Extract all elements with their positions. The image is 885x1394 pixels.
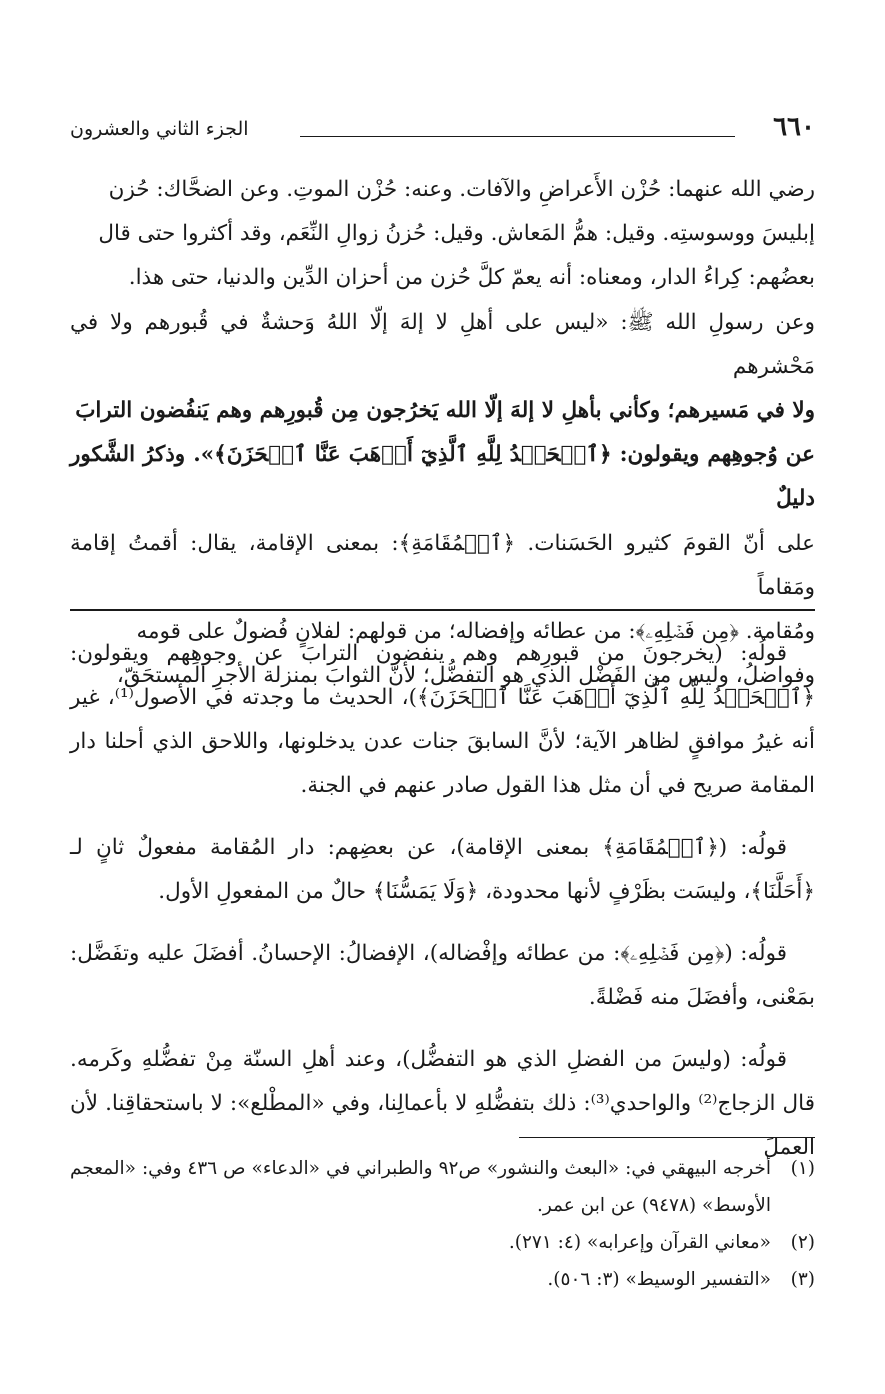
commentary-paragraph: قولُه: (﴿مِن فَضۡلِهِۦ﴾: من عطائه وإفْضاله)، الإفضالُ: الإحسانُ. أفضَلَ عليه وتفَضَّل: بمَعْنى، وأفضَلَ منه فَضْلةً. [70,941,815,1010]
footnote-text: «معاني القرآن وإعرابه» (٤: ٢٧١). [508,1232,771,1253]
running-title: الجزء الثاني والعشرون [70,118,249,140]
footnote-number: (٣) [790,1269,815,1290]
main-text-line: ولا في مَسيرهم؛ وكأني بأهلِ لا إلهَ إلّا الله يَخرُجون مِن قُبورِهم وهم يَنفُضون الترابَ [75,398,815,424]
footnote-number: (١) [790,1158,815,1179]
commentary-paragraph: قولُه: (﴿ٱلۡمُقَامَةِ﴾ بمعنى الإقامة)، عن بعضِهم: دار المُقامة مفعولٌ ثانٍ لـ ﴿أَحَلَّنَا﴾، وليسَت بظَرْفٍ لأنها محدودة، ﴿وَلَا يَمَسُّنَا﴾ حالٌ من المفعولِ الأول. [70,835,815,904]
footnote-item [70,1150,815,1224]
section-divider [70,609,815,611]
commentary-paragraph: قولُه: (وليسَ من الفضلِ الذي هو التفضُّل)، وعند أهلِ السنّة مِنْ تفضُّلهِ وكَرمه. قال الزجاج⁽²⁾ والواحدي⁽³⁾: ذلك بتفضُّلهِ لا بأعمالِنا، وفي «المطْلع»: لا باستحقاقِنا. لأن العملَ [70,1047,815,1160]
main-text-line: إبليسَ ووسوستِه. وقيل: همُّ المَعاش. وقيل: حُزنُ زوالِ النِّعَم، وقد أكثروا حتى قال [98,221,815,247]
footnote-item [70,1261,815,1298]
footnote-number: (٢) [790,1232,815,1253]
footnotes [70,1150,815,1298]
main-text-line: على أنّ القومَ كثيرو الحَسَنات. ﴿ٱلۡمُقَامَةِ﴾: بمعنى الإقامة، يقال: أقمتُ إقامة ومَقاماً [70,530,815,600]
page-number: ٦٦٠ [773,112,815,142]
footnote-text: «التفسير الوسيط» (٣: ٥٠٦). [547,1269,771,1290]
main-text-line: عن وُجوهِهم ويقولون: ﴿ٱلۡحَمۡدُ لِلَّهِ ٱلَّذِيٓ أَذۡهَبَ عَنَّا ٱلۡحَزَنَ﴾». وذكرُ الشَّكور دليلٌ [70,442,815,512]
commentary-paragraph: قولُه: (يخرجونَ من قبورِهم وهم ينفضون الترابَ عن وجوهِهم ويقولون: ﴿ٱلۡحَمۡدُ لِلَّهِ ٱلَّذِيٓ أَذۡهَبَ عَنَّا ٱلۡحَزَنَ﴾)، الحديث ما وجدته في الأصول⁽¹⁾، غير أنه غيرُ موافقٍ لظاهر الآية؛ لأنَّ السابقَ جنات عدن يدخلونها، واللاحق الذي أحلنا دار المقامة صريح في أن مثل هذا القول صادر عنهم في الجنة. [70,641,815,798]
footnote-text: أخرجه البيهقي في: «البعث والنشور» ص٩٢ والطبراني في «الدعاء» ص ٤٣٦ وفي: «المعجم الأوسط» (٩٤٧٨) عن ابن عمر. [70,1158,771,1216]
main-text-line: بعضُهم: كِراءُ الدار، ومعناه: أنه يعمّ كلَّ حُزن من أحزان الدِّين والدنيا، حتى هذا. [128,265,815,291]
page-header [70,112,815,152]
main-text-line: رضي الله عنهما: حُزْن الأَعراضِ والآفات. وعنه: حُزْن الموتِ. وعن الضحَّاك: حُزن [108,177,815,202]
main-text [70,168,815,698]
main-text-line: وعن رسولِ الله ﷺ: «ليس على أهلِ لا إلهَ إلّا اللهُ وَحشةٌ في قُبورهم ولا في مَحْشرهم [70,309,815,379]
main-text-line: وفواضلُ، وليس من الفَضْل الذي هو التفضُّل؛ لأنّ الثوابَ بمنزلة الأجرِ المستحَقّ، [116,663,815,689]
commentary [70,632,815,1170]
main-text-line: ومُقامة. ﴿مِن فَضۡلِهِۦ﴾: من عطائه وإفضاله؛ من قولهم: لفلانٍ فُضولٌ على قومه [136,619,815,645]
footnote-item [70,1224,815,1261]
footnote-rule [519,1137,815,1138]
header-rule [300,136,735,137]
